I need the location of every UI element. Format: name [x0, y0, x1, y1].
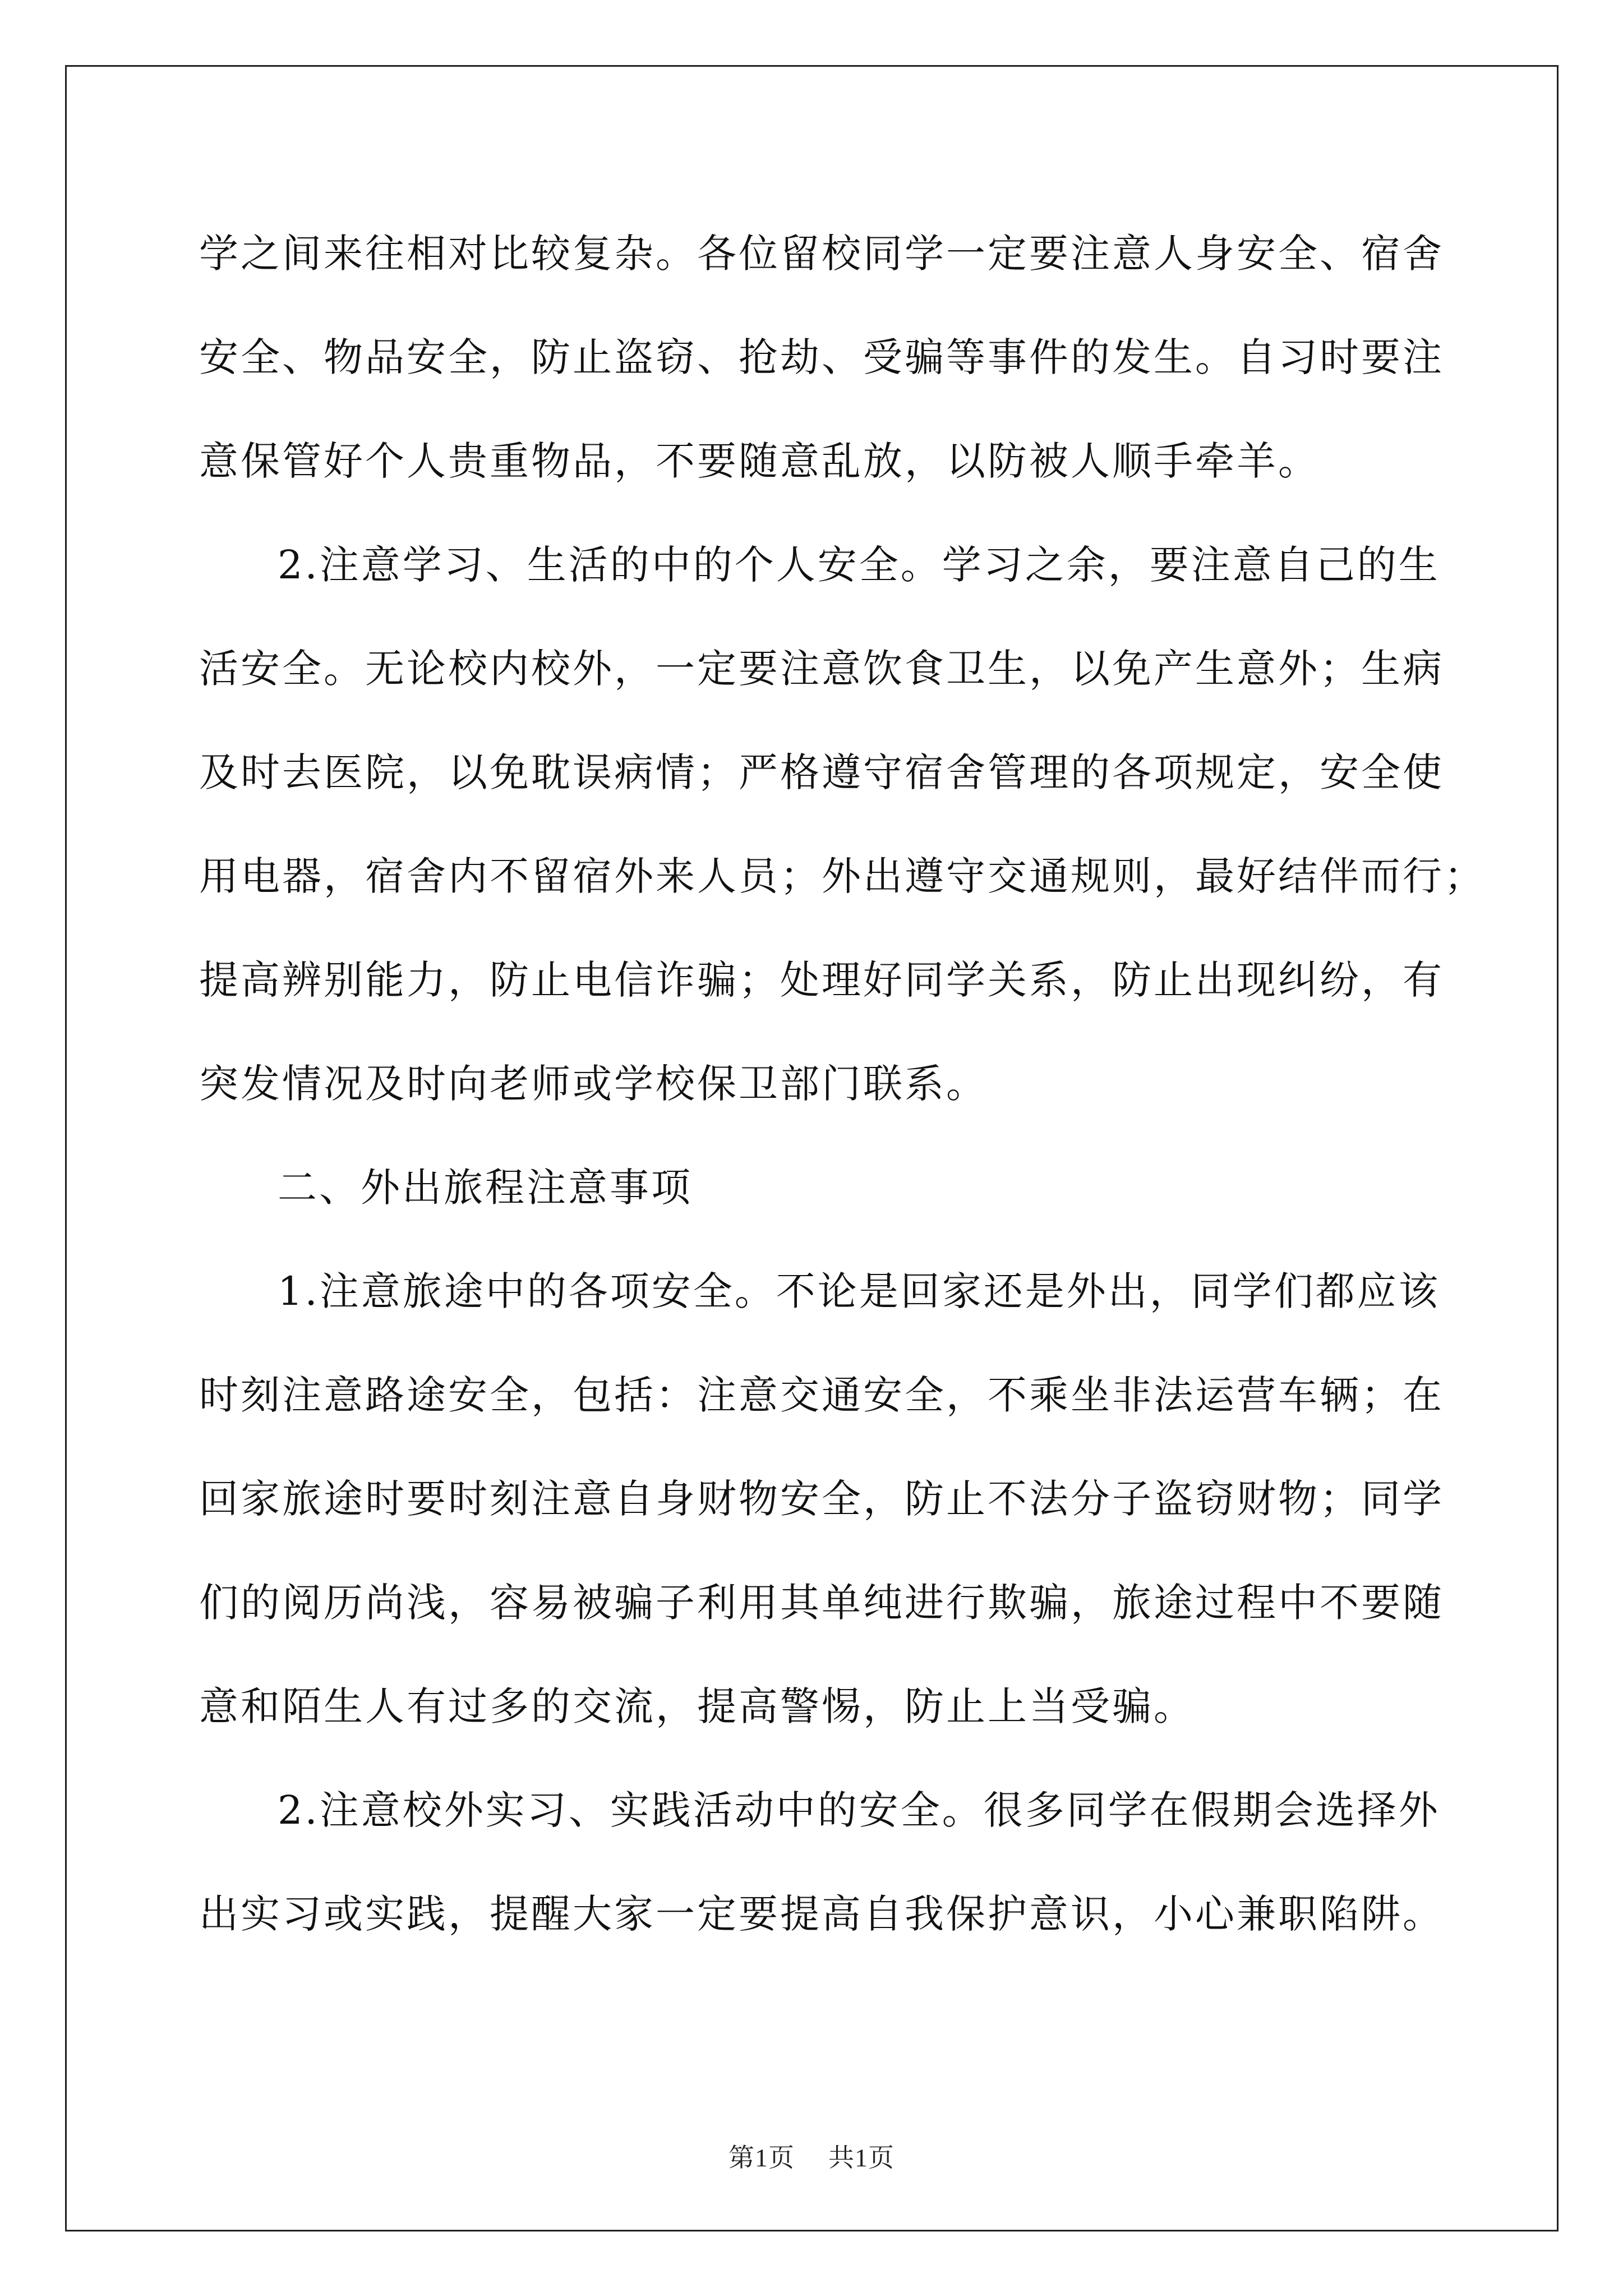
page-number-total: 共1页 [828, 2143, 895, 2172]
paragraph-line: 提高辨别能力，防止电信诈骗；处理好同学关系，防止出现纠纷，有 [199, 957, 1444, 1003]
paragraph-line: 1.注意旅途中的各项安全。不论是回家还是外出，同学们都应该 [278, 1268, 1440, 1314]
section-heading: 二、外出旅程注意事项 [278, 1165, 693, 1211]
paragraph-line: 意和陌生人有过多的交流，提高警惕，防止上当受骗。 [199, 1683, 1195, 1729]
paragraph-line: 们的阅历尚浅，容易被骗子利用其单纯进行欺骗，旅途过程中不要随 [199, 1580, 1444, 1626]
document-body [199, 202, 1486, 1966]
paragraph-line: 出实习或实践，提醒大家一定要提高自我保护意识，小心兼职陷阱。 [199, 1891, 1444, 1937]
paragraph-line: 2.注意学习、生活的中的个人安全。学习之余，要注意自己的生 [278, 542, 1440, 588]
paragraph-line: 回家旅途时要时刻注意自身财物安全，防止不法分子盗窃财物；同学 [199, 1476, 1444, 1522]
paragraph-line: 意保管好个人贵重物品，不要随意乱放，以防被人顺手牵羊。 [199, 438, 1320, 484]
paragraph-line: 安全、物品安全，防止盗窃、抢劫、受骗等事件的发生。自习时要注 [199, 334, 1444, 380]
paragraph-line: 及时去医院，以免耽误病情；严格遵守宿舍管理的各项规定，安全使 [199, 749, 1444, 795]
paragraph-line: 2.注意校外实习、实践活动中的安全。很多同学在假期会选择外 [278, 1787, 1440, 1833]
paragraph-line: 用电器，宿舍内不留宿外来人员；外出遵守交通规则，最好结伴而行； [199, 853, 1486, 899]
page-number-current: 第1页 [728, 2143, 795, 2172]
paragraph-line: 活安全。无论校内校外，一定要注意饮食卫生，以免产生意外；生病 [199, 646, 1444, 692]
paragraph-line: 学之间来往相对比较复杂。各位留校同学一定要注意人身安全、宿舍 [199, 231, 1444, 277]
paragraph-line: 突发情况及时向老师或学校保卫部门联系。 [199, 1061, 988, 1107]
page-footer [0, 2137, 1623, 2174]
paragraph-line: 时刻注意路途安全，包括：注意交通安全，不乘坐非法运营车辆；在 [199, 1372, 1444, 1418]
